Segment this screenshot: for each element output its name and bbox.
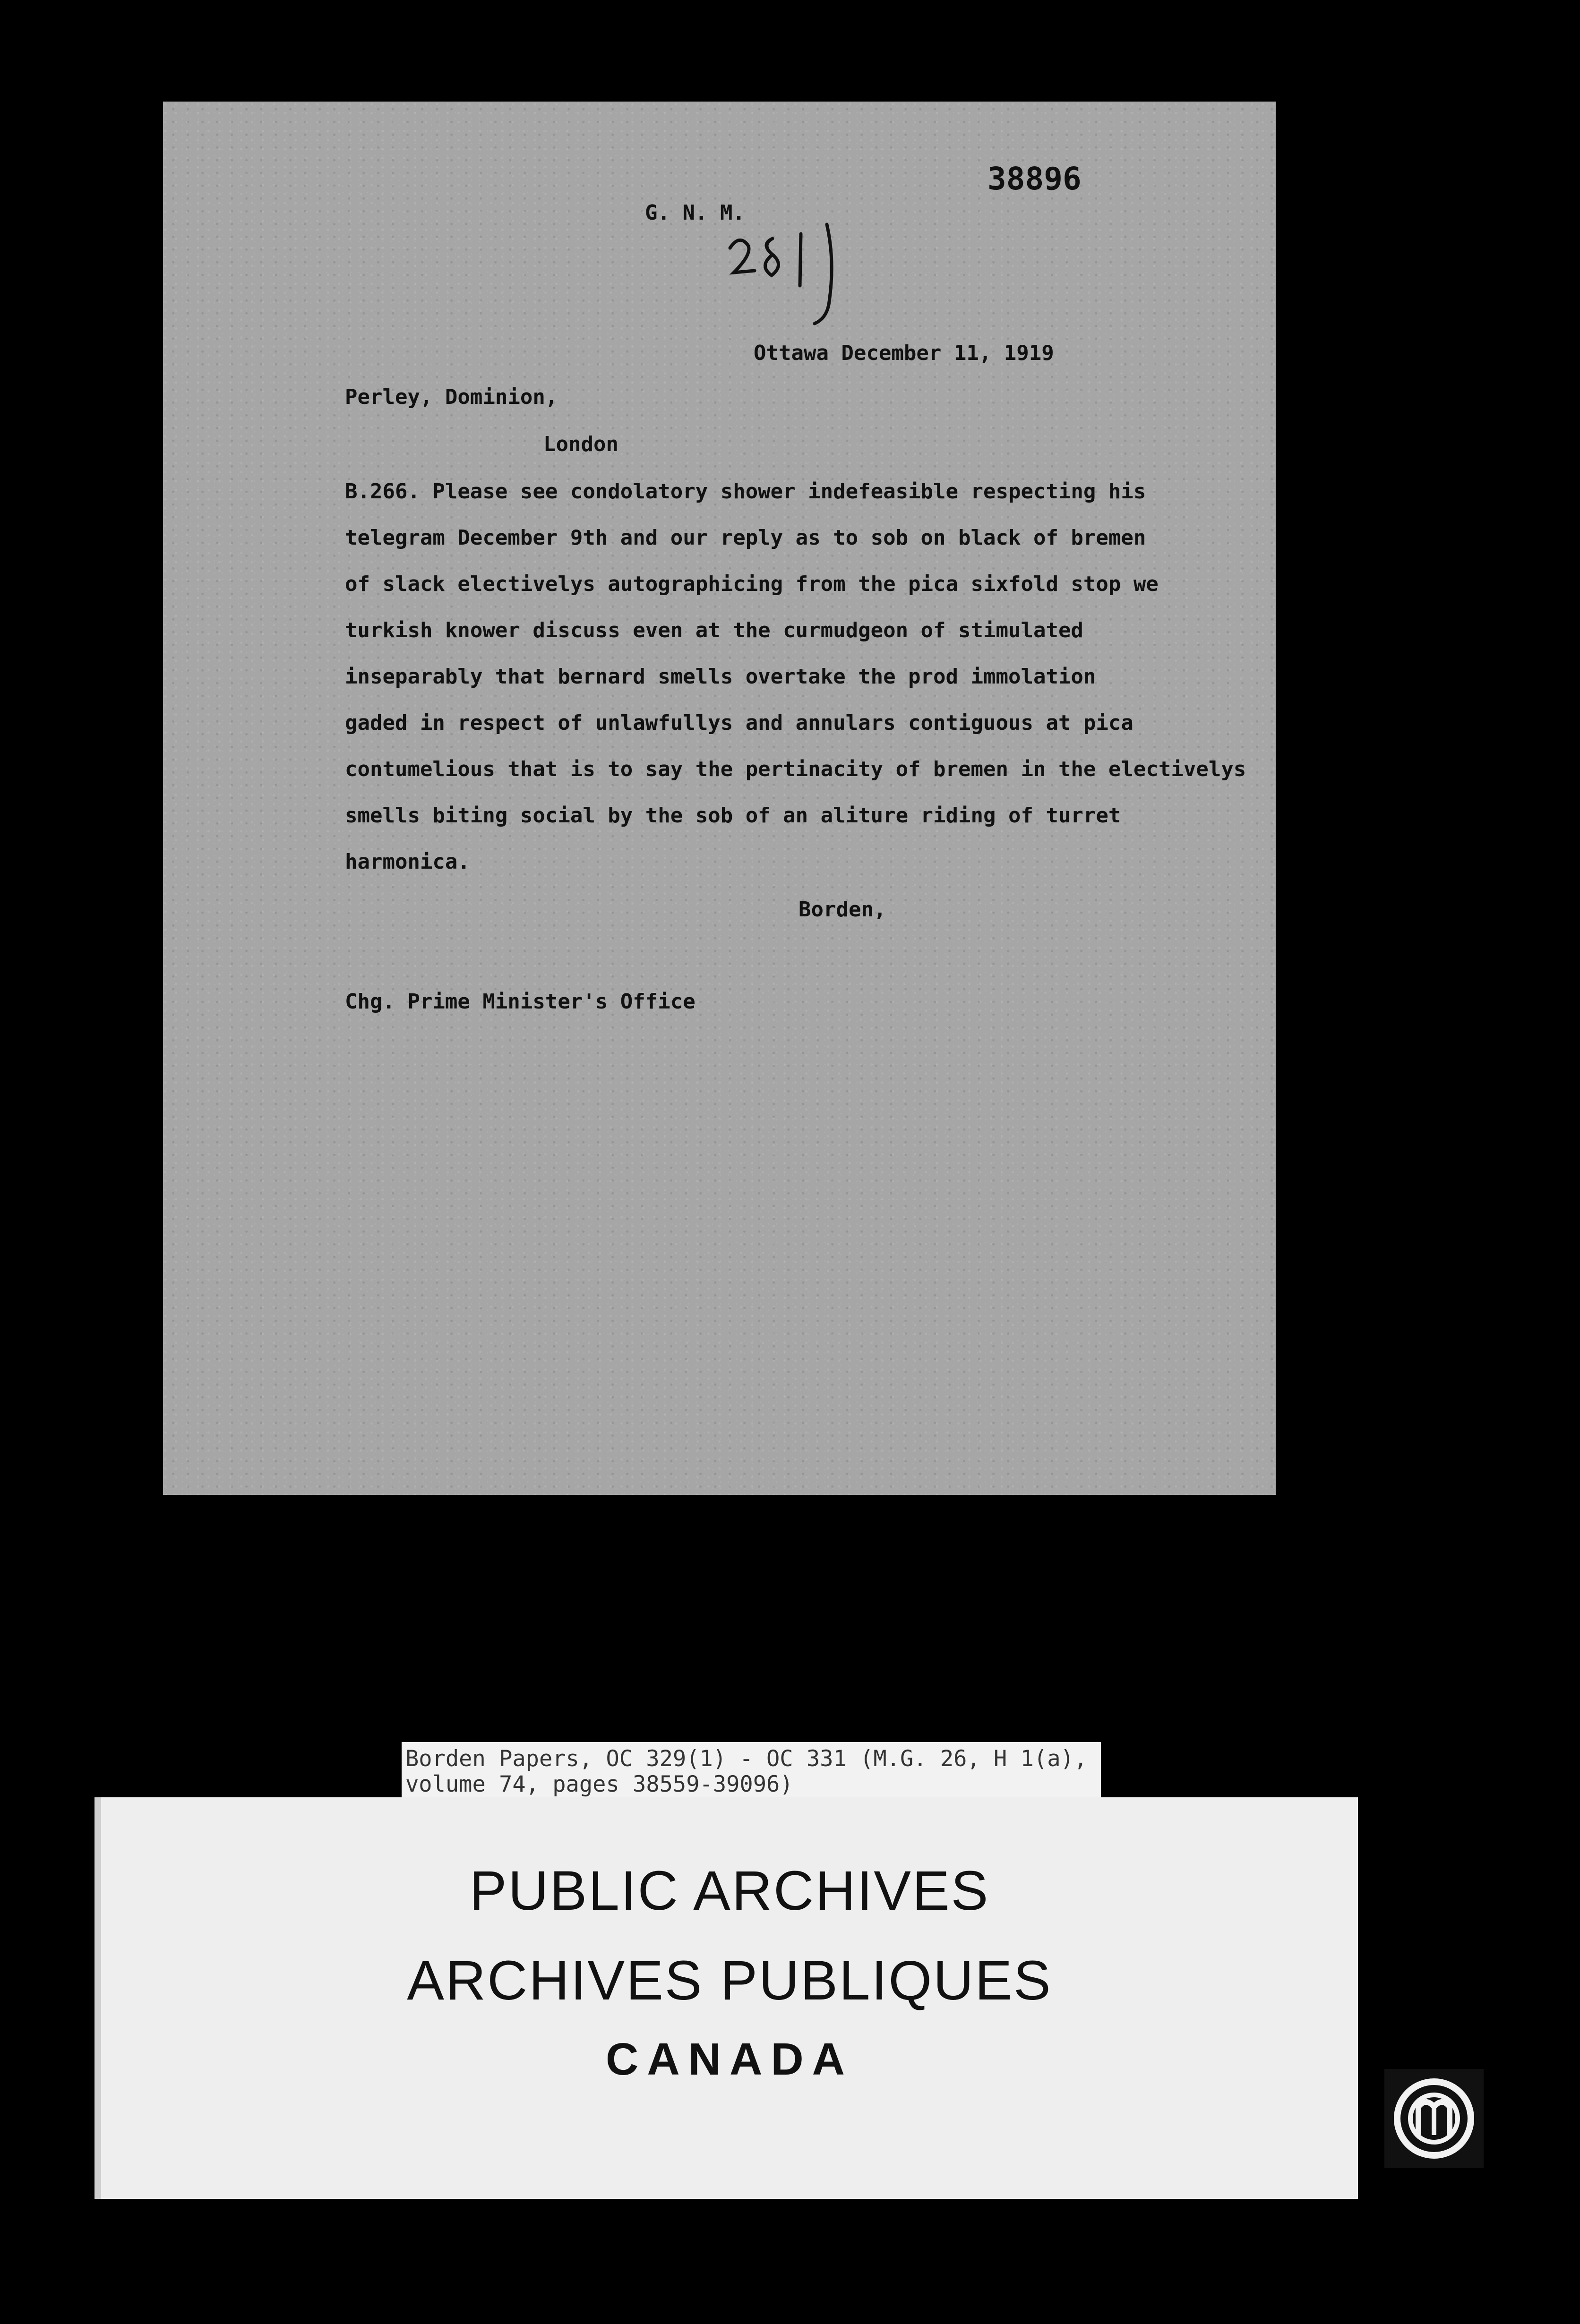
archive-title-en: PUBLIC ARCHIVES [469,1860,990,1922]
body-line: smells biting social by the sob of an aliture riding of turret [345,803,1121,828]
document-number: 38896 [988,161,1082,197]
archive-country: CANADA [606,2034,853,2085]
archive-label [94,1797,1358,2199]
body-line: turkish knower discuss even at the curmudgeon of stimulated [345,618,1083,642]
body-line: telegram December 9th and our reply as to sob on black of bremen [345,526,1146,550]
reference-card [402,1742,1101,1800]
body-line: of slack electivelys autographicing from the pica sixfold stop we [345,572,1159,596]
date-line: Ottawa December 11, 1919 [754,341,1054,365]
charge-line: Chg. Prime Minister's Office [345,990,696,1014]
body-line: harmonica. [345,850,470,874]
header-code: G. N. M. [645,201,745,225]
addressee: Perley, Dominion, [345,385,558,409]
handwritten-note [721,215,872,328]
body-line: gaded in respect of unlawfullys and annulars contiguous at pica [345,711,1133,735]
city: London [543,432,618,456]
body-line: inseparably that bernard smells overtake the prod immolation [345,665,1096,689]
body-line: B.266. Please see condolatory shower indefeasible respecting his [345,479,1146,504]
reference-line: volume 74, pages 38559-39096) [405,1771,793,1797]
archive-title-fr: ARCHIVES PUBLIQUES [407,1949,1052,2012]
signature: Borden, [799,897,886,922]
body-line: contumelious that is to say the pertinacity of bremen in the electivelys [345,757,1246,781]
document-sheet [163,102,1276,1495]
reference-line: Borden Papers, OC 329(1) - OC 331 (M.G. 26, H 1(a), [405,1746,1088,1772]
archives-logo-icon [1384,2069,1484,2168]
